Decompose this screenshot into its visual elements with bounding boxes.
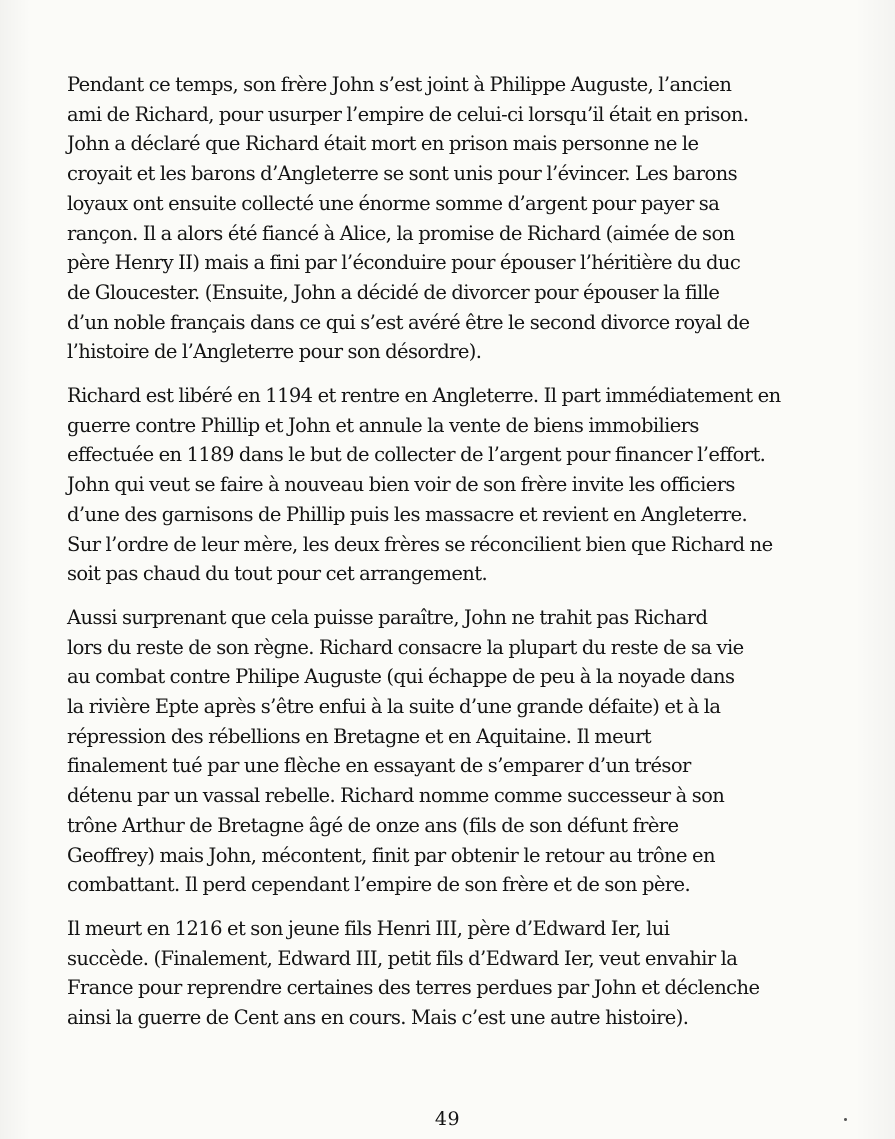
text-line: répression des rébellions en Bretagne et en Aquitaine. Il meurt (67, 724, 652, 748)
page-number: 49 (434, 1108, 461, 1130)
text-line: Il meurt en 1216 et son jeune fils Henri III, père d’Edward Ier, lui (67, 916, 670, 940)
text-line: Richard est libéré en 1194 et rentre en Angleterre. Il part immédiatement en (67, 384, 781, 408)
text-line: d’une des garnisons de Phillip puis les massacre et revient en Angleterre. (67, 502, 748, 526)
text-line: soit pas chaud du tout pour cet arrangement. (67, 562, 488, 586)
text-line: John qui veut se faire à nouveau bien voir de son frère invite les officiers (67, 473, 735, 497)
text-line: ainsi la guerre de Cent ans en cours. Mais c’est une autre histoire). (67, 1006, 689, 1030)
text-line: combattant. Il perd cependant l’empire de son frère et de son père. (67, 873, 691, 897)
paper-speck (844, 1118, 847, 1121)
paragraph-3 (67, 603, 827, 900)
text-line: au combat contre Philipe Auguste (qui échappe de peu à la noyade dans (67, 665, 735, 689)
text-line: succède. (Finalement, Edward III, petit fils d’Edward Ier, veut envahir la (67, 946, 738, 970)
text-line: lors du reste de son règne. Richard consacre la plupart du reste de sa vie (67, 635, 744, 659)
text-line: John a déclaré que Richard était mort en prison mais personne ne le (67, 132, 699, 156)
paragraph-4 (67, 914, 827, 1033)
paragraph-2 (67, 381, 827, 589)
text-line: père Henry II) mais a fini par l’éconduire pour épouser l’héritière du duc (67, 251, 741, 275)
text-line: d’un noble français dans ce qui s’est avéré être le second divorce royal de (67, 310, 750, 334)
text-line: guerre contre Phillip et John et annule la vente de biens immobiliers (67, 413, 699, 437)
text-line: ami de Richard, pour usurper l’empire de celui-ci lorsqu’il était en prison. (67, 102, 749, 126)
text-line: Geoffrey) mais John, mécontent, finit par obtenir le retour au trône en (67, 843, 715, 867)
paragraph-1 (67, 70, 827, 367)
text-line: détenu par un vassal rebelle. Richard nomme comme successeur à son (67, 784, 725, 808)
text-line: Sur l’ordre de leur mère, les deux frères se réconcilient bien que Richard ne (67, 532, 773, 556)
text-line: de Gloucester. (Ensuite, John a décidé de divorcer pour épouser la fille (67, 280, 720, 304)
text-line: France pour reprendre certaines des terres perdues par John et déclenche (67, 976, 760, 1000)
text-line: finalement tué par une flèche en essayant de s’emparer d’un trésor (67, 754, 691, 778)
text-line: Aussi surprenant que cela puisse paraître, John ne trahit pas Richard (67, 605, 708, 629)
text-line: croyait et les barons d’Angleterre se sont unis pour l’évincer. Les barons (67, 162, 738, 186)
text-line: loyaux ont ensuite collecté une énorme somme d’argent pour payer sa (67, 191, 720, 215)
text-line: Pendant ce temps, son frère John s’est joint à Philippe Auguste, l’ancien (67, 73, 732, 96)
text-line: l’histoire de l’Angleterre pour son désordre). (67, 340, 482, 364)
text-line: trône Arthur de Bretagne âgé de onze ans (fils de son défunt frère (67, 813, 679, 837)
body-text (67, 70, 827, 1047)
text-line: la rivière Epte après s’être enfui à la suite d’une grande défaite) et à la (67, 695, 721, 719)
text-line: effectuée en 1189 dans le but de collecter de l’argent pour financer l’effort. (67, 443, 766, 467)
text-line: rançon. Il a alors été fiancé à Alice, la promise de Richard (aimée de son (67, 221, 735, 245)
